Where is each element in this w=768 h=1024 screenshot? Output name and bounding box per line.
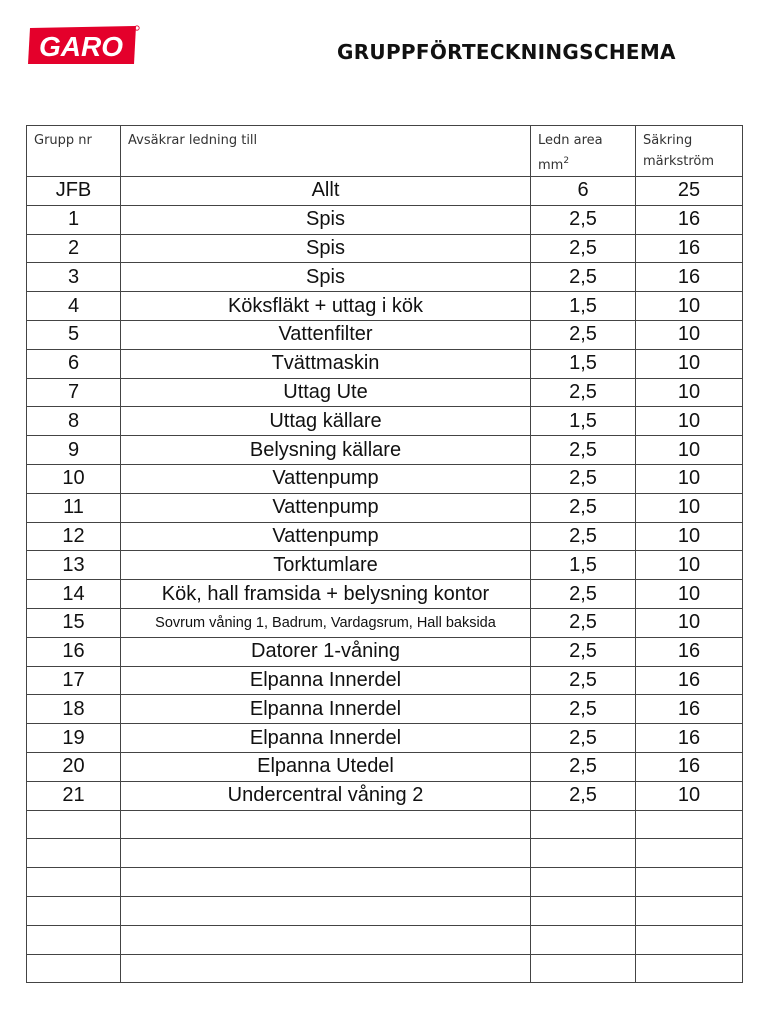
circuit-cell: Tvättmaskin: [121, 349, 531, 378]
table-row: [27, 522, 743, 551]
circuit-cell: Elpanna Innerdel: [121, 666, 531, 695]
circuit-cell: Elpanna Innerdel: [121, 695, 531, 724]
fuse-cell: 16: [636, 637, 743, 666]
area-cell: 2,5: [531, 464, 636, 493]
table-row: [27, 378, 743, 407]
group-schedule-table: [26, 125, 743, 983]
fuse-cell: 10: [636, 608, 743, 637]
fuse-cell: [636, 839, 743, 868]
fuse-cell: 10: [636, 522, 743, 551]
table-row: [27, 320, 743, 349]
group-cell: 16: [27, 637, 121, 666]
table-row: [27, 608, 743, 637]
circuit-cell: [121, 925, 531, 954]
table-row: [27, 177, 743, 206]
fuse-cell: [636, 810, 743, 839]
circuit-cell: [121, 868, 531, 897]
header-wire-area: Ledn area $mm^2$: [531, 126, 636, 177]
area-cell: 2,5: [531, 695, 636, 724]
group-cell: 20: [27, 752, 121, 781]
circuit-cell: Uttag Ute: [121, 378, 531, 407]
circuit-cell: Sovrum våning 1, Badrum, Vardagsrum, Hall baksida: [121, 608, 531, 637]
area-cell: [531, 954, 636, 983]
circuit-cell: Vattenfilter: [121, 320, 531, 349]
group-cell: [27, 868, 121, 897]
fuse-cell: 16: [636, 666, 743, 695]
table-body: [27, 177, 743, 983]
area-cell: 1,5: [531, 349, 636, 378]
fuse-cell: 16: [636, 263, 743, 292]
circuit-cell: Vattenpump: [121, 522, 531, 551]
fuse-cell: 10: [636, 580, 743, 609]
fuse-cell: 10: [636, 551, 743, 580]
fuse-cell: 10: [636, 407, 743, 436]
group-cell: 21: [27, 781, 121, 810]
table-row: [27, 666, 743, 695]
group-cell: [27, 925, 121, 954]
fuse-cell: 10: [636, 464, 743, 493]
fuse-cell: 10: [636, 292, 743, 321]
area-cell: 6: [531, 177, 636, 206]
area-cell: 2,5: [531, 493, 636, 522]
table-row: [27, 580, 743, 609]
group-cell: 3: [27, 263, 121, 292]
circuit-cell: Torktumlare: [121, 551, 531, 580]
table-row: [27, 695, 743, 724]
table-row: [27, 551, 743, 580]
group-cell: 17: [27, 666, 121, 695]
group-cell: [27, 896, 121, 925]
circuit-cell: Elpanna Utedel: [121, 752, 531, 781]
fuse-cell: 10: [636, 320, 743, 349]
table-row: [27, 349, 743, 378]
group-cell: 9: [27, 436, 121, 465]
fuse-cell: 25: [636, 177, 743, 206]
group-cell: 5: [27, 320, 121, 349]
fuse-cell: [636, 896, 743, 925]
header-fuse-rating: Säkring märkström: [636, 126, 743, 177]
area-cell: 2,5: [531, 637, 636, 666]
header-circuit: Avsäkrar ledning till: [121, 126, 531, 177]
garo-logo: [24, 24, 140, 66]
group-cell: 10: [27, 464, 121, 493]
fuse-cell: 10: [636, 781, 743, 810]
area-cell: 2,5: [531, 752, 636, 781]
table-row: [27, 436, 743, 465]
table-row: [27, 925, 743, 954]
fuse-cell: 10: [636, 493, 743, 522]
area-cell: 2,5: [531, 608, 636, 637]
group-cell: 2: [27, 234, 121, 263]
circuit-cell: [121, 896, 531, 925]
table-row: [27, 292, 743, 321]
area-cell: 1,5: [531, 407, 636, 436]
table-row: [27, 810, 743, 839]
table-row: [27, 868, 743, 897]
group-cell: 4: [27, 292, 121, 321]
area-cell: 2,5: [531, 580, 636, 609]
area-cell: [531, 868, 636, 897]
group-cell: 8: [27, 407, 121, 436]
area-cell: 1,5: [531, 551, 636, 580]
fuse-cell: 10: [636, 436, 743, 465]
header-group-number: Grupp nr: [27, 126, 121, 177]
area-cell: [531, 839, 636, 868]
fuse-cell: 10: [636, 378, 743, 407]
circuit-cell: Vattenpump: [121, 493, 531, 522]
area-cell: 1,5: [531, 292, 636, 321]
area-cell: [531, 925, 636, 954]
group-cell: [27, 810, 121, 839]
fuse-cell: 10: [636, 349, 743, 378]
circuit-cell: Belysning källare: [121, 436, 531, 465]
area-cell: 2,5: [531, 724, 636, 753]
area-cell: 2,5: [531, 666, 636, 695]
table-row: [27, 205, 743, 234]
group-cell: 1: [27, 205, 121, 234]
fuse-cell: [636, 868, 743, 897]
group-cell: 15: [27, 608, 121, 637]
table-row: [27, 781, 743, 810]
group-cell: 13: [27, 551, 121, 580]
group-cell: 14: [27, 580, 121, 609]
group-cell: 19: [27, 724, 121, 753]
area-cell: [531, 896, 636, 925]
fuse-cell: [636, 925, 743, 954]
fuse-cell: 16: [636, 752, 743, 781]
area-cell: 2,5: [531, 234, 636, 263]
circuit-cell: Spis: [121, 234, 531, 263]
circuit-cell: Datorer 1-våning: [121, 637, 531, 666]
circuit-cell: Spis: [121, 263, 531, 292]
circuit-cell: Uttag källare: [121, 407, 531, 436]
table-row: [27, 407, 743, 436]
circuit-cell: Kök, hall framsida + belysning kontor: [121, 580, 531, 609]
table-row: [27, 637, 743, 666]
logo-text: GARO: [39, 31, 123, 62]
circuit-cell: [121, 954, 531, 983]
circuit-cell: Elpanna Innerdel: [121, 724, 531, 753]
group-cell: JFB: [27, 177, 121, 206]
table-row: [27, 752, 743, 781]
group-cell: [27, 839, 121, 868]
circuit-cell: Allt: [121, 177, 531, 206]
group-cell: 7: [27, 378, 121, 407]
table-row: [27, 234, 743, 263]
table-row: [27, 263, 743, 292]
group-cell: 6: [27, 349, 121, 378]
area-cell: 2,5: [531, 781, 636, 810]
fuse-cell: 16: [636, 695, 743, 724]
circuit-cell: Vattenpump: [121, 464, 531, 493]
table-row: [27, 954, 743, 983]
group-cell: [27, 954, 121, 983]
area-cell: 2,5: [531, 436, 636, 465]
table-row: [27, 464, 743, 493]
fuse-cell: 16: [636, 234, 743, 263]
group-cell: 12: [27, 522, 121, 551]
group-cell: 11: [27, 493, 121, 522]
table-row: [27, 724, 743, 753]
area-cell: 2,5: [531, 320, 636, 349]
fuse-cell: [636, 954, 743, 983]
circuit-cell: Undercentral våning 2: [121, 781, 531, 810]
circuit-cell: [121, 839, 531, 868]
circuit-cell: Spis: [121, 205, 531, 234]
table-row: [27, 839, 743, 868]
area-cell: [531, 810, 636, 839]
area-cell: 2,5: [531, 263, 636, 292]
fuse-cell: 16: [636, 724, 743, 753]
page-title: GRUPPFÖRTECKNINGSCHEMA: [337, 40, 676, 64]
circuit-cell: Köksfläkt + uttag i kök: [121, 292, 531, 321]
area-cell: 2,5: [531, 378, 636, 407]
group-cell: 18: [27, 695, 121, 724]
circuit-cell: [121, 810, 531, 839]
area-cell: 2,5: [531, 522, 636, 551]
table-row: [27, 493, 743, 522]
fuse-cell: 16: [636, 205, 743, 234]
table-header-row: [27, 126, 743, 177]
area-cell: 2,5: [531, 205, 636, 234]
table-row: [27, 896, 743, 925]
